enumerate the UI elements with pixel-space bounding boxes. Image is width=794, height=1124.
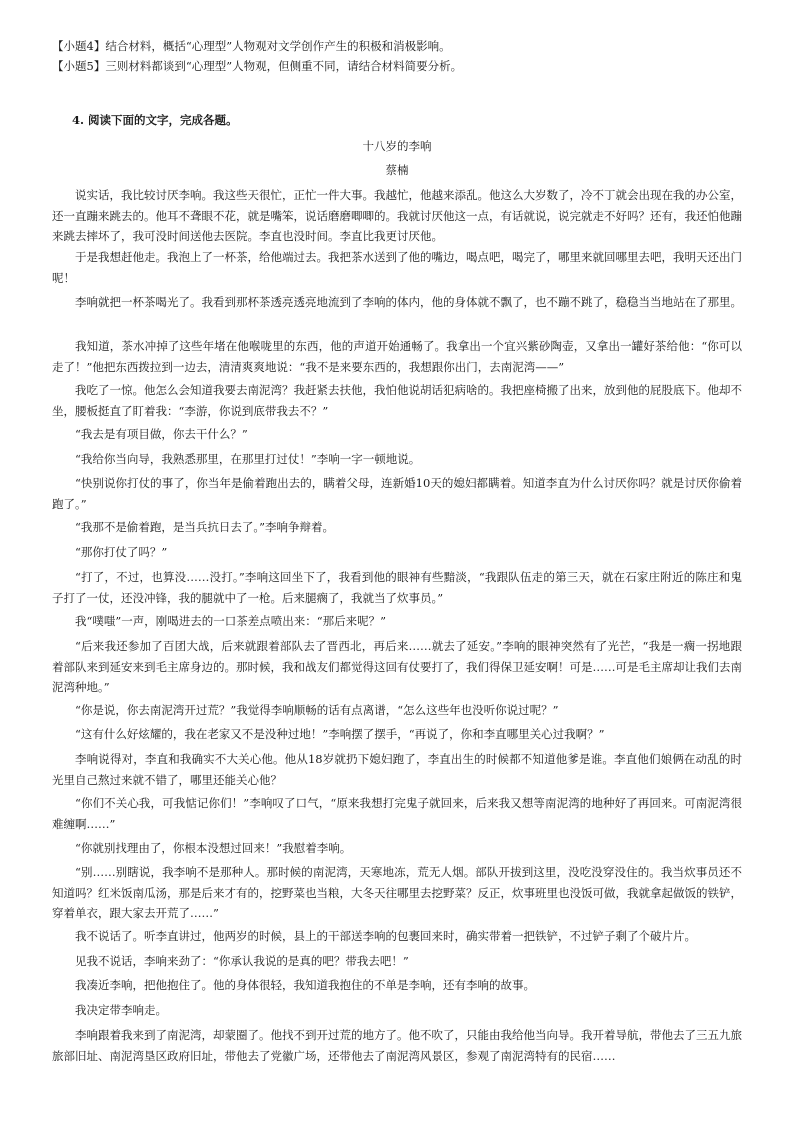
paragraph: “你是说，你去南泥湾开过荒？”我觉得李响顺畅的话有点离谱，“怎么这些年也没听你说过呢？” (75, 703, 559, 717)
paragraph: “我去是有项目做，你去干什么？” (75, 427, 248, 441)
question-5: 【小题5】三则材料都谈到“心理型”人物观，但侧重不同，请结合材料简要分析。 (52, 59, 463, 73)
paragraph: 李响说得对，李直和我确实不大关心他。他从18岁就扔下媳妇跑了，李直出生的时候都不知道他爹是谁。李直他们娘俩在动乱的时光里自己熬过来就不错了，哪里还能关心他？ (52, 752, 742, 787)
paragraph: “打了，不过，也算没……没打。”李响这回坐下了，我看到他的眼神有些黯淡，“我跟队伍走的第三天，就在石家庄附近的陈庄和鬼子打了一仗，还没冲锋，我的腿就中了一枪。后来腿瘸了，我就当了炊事员。” (52, 570, 742, 605)
paragraph: “别……别瞎说，我李响不是那种人。那时候的南泥湾，天寒地冻，荒无人烟。部队开拔到这里，没吃没穿没住的。我当炊事员还不知道吗？红米饭南瓜汤，那是后来才有的，挖野菜也当粮，大冬天往哪里去挖野菜？反正，炊事班里也没饭可做，我就拿起做饭的铁铲，穿着单衣，跟大家去开荒了……” (52, 865, 742, 920)
paragraph: “那你打仗了吗？” (75, 545, 168, 559)
paragraph: “你就别找理由了，你根本没想过回来！”我慰着李响。 (75, 841, 352, 855)
paragraph: 我吃了一惊。他怎么会知道我要去南泥湾？我赶紧去扶他，我怕他说胡话犯病啥的。我把座椅搬了出来，放到他的屁股底下。他却不坐，腰板挺直了盯着我：“李游，你说到底带我去不？” (52, 383, 742, 418)
paragraph: “你们不关心我，可我惦记你们！”李响叹了口气，“原来我想打完鬼子就回来，后来我又想等南泥湾的地种好了再回来。可南泥湾很难缠啊……” (52, 796, 742, 831)
paragraph: 我决定带李响走。 (75, 1003, 167, 1017)
paragraph: “快别说你打仗的事了，你当年是偷着跑出去的，瞒着父母，连新婚10天的媳妇都瞒着。知道李直为什么讨厌你吗？就是讨厌你偷着跑了。” (52, 476, 742, 511)
paragraph: “我那不是偷着跑，是当兵抗日去了。”李响争辩着。 (75, 520, 335, 534)
paragraph: 我凑近李响，把他抱住了。他的身体很轻，我知道我抱住的不单是李响，还有李响的故事。 (75, 978, 535, 992)
question-4: 【小题4】结合材料，概括“心理型”人物观对文学创作产生的积极和消极影响。 (52, 39, 451, 53)
paragraph: 见我不说话，李响来劲了：“你承认我说的是真的吧？带我去吧！” (75, 954, 409, 968)
paragraph: 我不说话了。听李直讲过，他两岁的时候，县上的干部送李响的包裹回来时，确实带着一把铁铲，不过铲子剩了个破片片。 (75, 929, 696, 943)
paragraph: “后来我还参加了百团大战，后来就跟着部队去了晋西北，再后来……就去了延安。”李响的眼神突然有了光芒，“我是一瘸一拐地跟着部队来到延安来到毛主席身边的。那时候，我和战友们都觉得这回有仗要打了，我们得保卫延安啊！可是……可是毛主席却让我们去南泥湾种地。” (52, 639, 742, 694)
paragraph: “我给你当向导，我熟悉那里，在那里打过仗！”李响一字一顿地说。 (75, 452, 421, 466)
paragraph: 于是我想赶他走。我泡上了一杯茶，给他端过去。我把茶水送到了他的嘴边，喝点吧，喝完了，哪里来就回哪里去吧，我明天还出门呢！ (52, 250, 742, 285)
article-title: 十八岁的李响 (362, 139, 432, 153)
article-author: 蔡楠 (385, 163, 409, 177)
paragraph: 李响就把一杯茶喝光了。我看到那杯茶透亮透亮地流到了李响的体内，他的身体就不飘了，也不蹦不跳了，稳稳当当地站在了那里。 (75, 295, 742, 309)
paragraph: 李响跟着我来到了南泥湾，却蒙圈了。他找不到开过荒的地方了。他不吹了，只能由我给他当向导。我开着导航，带他去了三五九旅旅部旧址、南泥湾垦区政府旧址，带他去了党徽广场，还带他去了南泥湾风景区，参观了南泥湾特有的民宿…… (52, 1028, 742, 1063)
paragraph: 说实话，我比较讨厌李响。我这些天很忙，正忙一件大事。我越忙，他越来添乱。他这么大岁数了，冷不丁就会出现在我的办公室，还一直蹦来跳去的。他耳不聋眼不花，就是嘴笨，说话磨磨唧唧的。我就讨厌他这一点，有话就说，说完就走不好吗？还有，我还怕他蹦来跳去摔坏了，我可没时间送他去医院。李直也没时间。李直比我更讨厌他。 (52, 188, 742, 243)
paragraph: 我“噗嗤”一声，刚喝进去的一口茶差点喷出来：“那后来呢？” (75, 614, 387, 628)
paragraph: “这有什么好炫耀的，我在老家又不是没种过地！”李响摆了摆手，“再说了，你和李直哪里关心过我啊？” (75, 727, 605, 741)
section-heading: 4. 阅读下面的文字，完成各题。 (72, 113, 238, 127)
paragraph: 我知道，茶水冲掉了这些年堵在他喉咙里的东西，他的声道开始通畅了。我拿出一个宜兴紫砂陶壶，又拿出一罐好茶给他：“你可以走了！”他把东西拨拉到一边去，清清爽爽地说：“我不是来要东西的，我想跟你出门，去南泥湾——” (52, 339, 742, 374)
